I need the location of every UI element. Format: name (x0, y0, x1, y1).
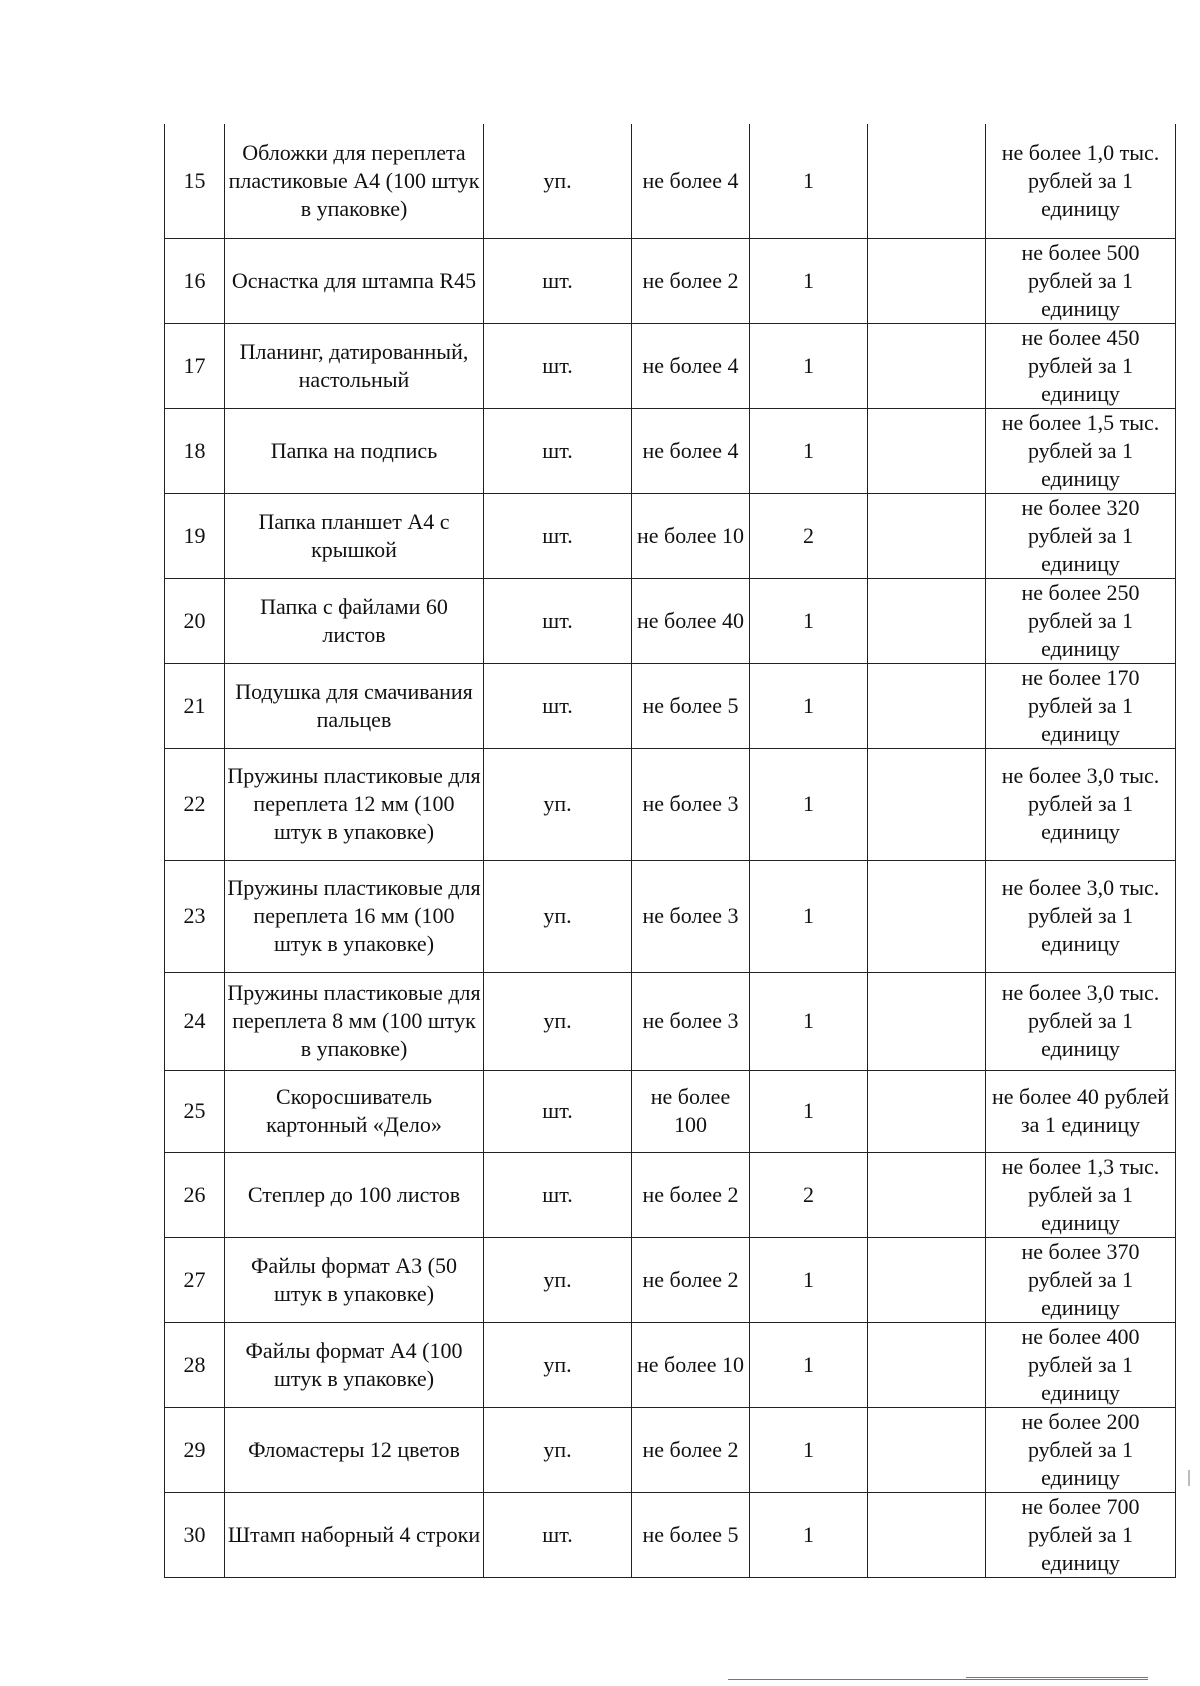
table-row (165, 323, 1176, 408)
cell-quantity: 1 (750, 972, 868, 1070)
table-row (165, 663, 1176, 748)
cell-name: Пружины пластиковые для переплета 16 мм (100 штук в упаковке) (225, 860, 484, 972)
cell-unit: шт. (484, 493, 632, 578)
cell-price: не более 1,5 тыс. рублей за 1 единицу (986, 408, 1176, 493)
cell-number: 18 (165, 408, 225, 493)
cell-price: не более 250 рублей за 1 единицу (986, 578, 1176, 663)
cell-number: 28 (165, 1322, 225, 1407)
cell-name: Планинг, датированный, настольный (225, 323, 484, 408)
cell-unit: шт. (484, 1070, 632, 1152)
footer-rule (966, 1677, 1148, 1678)
cell-number: 26 (165, 1152, 225, 1237)
table-row (165, 1070, 1176, 1152)
cell-limit: не более 100 (632, 1070, 750, 1152)
cell-price: не более 450 рублей за 1 единицу (986, 323, 1176, 408)
cell-unit: шт. (484, 663, 632, 748)
cell-price: не более 700 рублей за 1 единицу (986, 1492, 1176, 1577)
table-body (165, 124, 1176, 1577)
footer-rule (728, 1679, 1148, 1680)
cell-number: 25 (165, 1070, 225, 1152)
cell-price: не более 3,0 тыс. рублей за 1 единицу (986, 972, 1176, 1070)
cell-number: 20 (165, 578, 225, 663)
cell-empty (868, 663, 986, 748)
cell-quantity: 1 (750, 1322, 868, 1407)
cell-limit: не более 4 (632, 323, 750, 408)
cell-name: Пружины пластиковые для переплета 8 мм (100 штук в упаковке) (225, 972, 484, 1070)
cell-empty (868, 1070, 986, 1152)
cell-quantity: 1 (750, 1492, 868, 1577)
cell-empty (868, 323, 986, 408)
cell-number: 29 (165, 1407, 225, 1492)
cell-limit: не более 40 (632, 578, 750, 663)
cell-unit: уп. (484, 1322, 632, 1407)
cell-price: не более 1,3 тыс. рублей за 1 единицу (986, 1152, 1176, 1237)
table-row (165, 748, 1176, 860)
cell-limit: не более 3 (632, 860, 750, 972)
cell-quantity: 1 (750, 1237, 868, 1322)
cell-quantity: 1 (750, 124, 868, 238)
cell-unit: шт. (484, 1492, 632, 1577)
cell-limit: не более 2 (632, 1407, 750, 1492)
cell-price: не более 170 рублей за 1 единицу (986, 663, 1176, 748)
table-row (165, 493, 1176, 578)
cell-limit: не более 2 (632, 1237, 750, 1322)
table-row (165, 124, 1176, 238)
cell-empty (868, 1152, 986, 1237)
table-row (165, 1322, 1176, 1407)
cell-quantity: 1 (750, 238, 868, 323)
cell-number: 23 (165, 860, 225, 972)
cell-unit: уп. (484, 972, 632, 1070)
table-row (165, 1152, 1176, 1237)
cell-quantity: 1 (750, 578, 868, 663)
cell-price: не более 370 рублей за 1 единицу (986, 1237, 1176, 1322)
cell-quantity: 1 (750, 408, 868, 493)
cell-price: не более 320 рублей за 1 единицу (986, 493, 1176, 578)
cell-name: Обложки для переплета пластиковые А4 (100 штук в упаковке) (225, 124, 484, 238)
cell-name: Степлер до 100 листов (225, 1152, 484, 1237)
cell-name: Штамп наборный 4 строки (225, 1492, 484, 1577)
cell-quantity: 1 (750, 663, 868, 748)
cell-unit: шт. (484, 1152, 632, 1237)
cell-quantity: 2 (750, 493, 868, 578)
cell-empty (868, 1322, 986, 1407)
scan-mark (1188, 1470, 1190, 1486)
cell-quantity: 1 (750, 323, 868, 408)
cell-limit: не более 5 (632, 663, 750, 748)
cell-quantity: 2 (750, 1152, 868, 1237)
cell-empty (868, 238, 986, 323)
cell-price: не более 400 рублей за 1 единицу (986, 1322, 1176, 1407)
cell-number: 17 (165, 323, 225, 408)
cell-empty (868, 1407, 986, 1492)
cell-number: 21 (165, 663, 225, 748)
cell-name: Фломастеры 12 цветов (225, 1407, 484, 1492)
cell-name: Папка планшет А4 с крышкой (225, 493, 484, 578)
cell-name: Оснастка для штампа R45 (225, 238, 484, 323)
cell-number: 27 (165, 1237, 225, 1322)
cell-number: 15 (165, 124, 225, 238)
cell-number: 24 (165, 972, 225, 1070)
cell-limit: не более 4 (632, 408, 750, 493)
cell-name: Подушка для смачивания пальцев (225, 663, 484, 748)
cell-limit: не более 5 (632, 1492, 750, 1577)
cell-price: не более 3,0 тыс. рублей за 1 единицу (986, 748, 1176, 860)
cell-limit: не более 3 (632, 748, 750, 860)
cell-quantity: 1 (750, 1070, 868, 1152)
cell-unit: уп. (484, 1237, 632, 1322)
cell-empty (868, 748, 986, 860)
cell-price: не более 500 рублей за 1 единицу (986, 238, 1176, 323)
cell-unit: шт. (484, 578, 632, 663)
cell-empty (868, 408, 986, 493)
cell-empty (868, 1492, 986, 1577)
cell-empty (868, 124, 986, 238)
cell-number: 30 (165, 1492, 225, 1577)
cell-name: Файлы формат А3 (50 штук в упаковке) (225, 1237, 484, 1322)
table-row (165, 860, 1176, 972)
cell-unit: шт. (484, 408, 632, 493)
cell-limit: не более 2 (632, 238, 750, 323)
cell-limit: не более 10 (632, 493, 750, 578)
cell-number: 16 (165, 238, 225, 323)
cell-unit: уп. (484, 748, 632, 860)
table-row (165, 1492, 1176, 1577)
supplies-table (164, 124, 1176, 1578)
table-row (165, 408, 1176, 493)
cell-price: не более 3,0 тыс. рублей за 1 единицу (986, 860, 1176, 972)
table-row (165, 578, 1176, 663)
cell-unit: уп. (484, 860, 632, 972)
cell-name: Файлы формат А4 (100 штук в упаковке) (225, 1322, 484, 1407)
table-row (165, 1237, 1176, 1322)
cell-empty (868, 578, 986, 663)
cell-name: Скоросшиватель картонный «Дело» (225, 1070, 484, 1152)
cell-unit: уп. (484, 124, 632, 238)
cell-number: 19 (165, 493, 225, 578)
cell-limit: не более 10 (632, 1322, 750, 1407)
cell-empty (868, 493, 986, 578)
cell-price: не более 1,0 тыс. рублей за 1 единицу (986, 124, 1176, 238)
cell-unit: шт. (484, 323, 632, 408)
cell-unit: уп. (484, 1407, 632, 1492)
cell-quantity: 1 (750, 748, 868, 860)
table-row (165, 972, 1176, 1070)
cell-name: Пружины пластиковые для переплета 12 мм (100 штук в упаковке) (225, 748, 484, 860)
table-row (165, 238, 1176, 323)
table-row (165, 1407, 1176, 1492)
cell-price: не более 40 рублей за 1 единицу (986, 1070, 1176, 1152)
cell-name: Папка с файлами 60 листов (225, 578, 484, 663)
cell-quantity: 1 (750, 860, 868, 972)
cell-empty (868, 1237, 986, 1322)
cell-limit: не более 3 (632, 972, 750, 1070)
cell-empty (868, 860, 986, 972)
cell-limit: не более 2 (632, 1152, 750, 1237)
cell-unit: шт. (484, 238, 632, 323)
cell-number: 22 (165, 748, 225, 860)
cell-name: Папка на подпись (225, 408, 484, 493)
cell-empty (868, 972, 986, 1070)
cell-price: не более 200 рублей за 1 единицу (986, 1407, 1176, 1492)
cell-quantity: 1 (750, 1407, 868, 1492)
cell-limit: не более 4 (632, 124, 750, 238)
